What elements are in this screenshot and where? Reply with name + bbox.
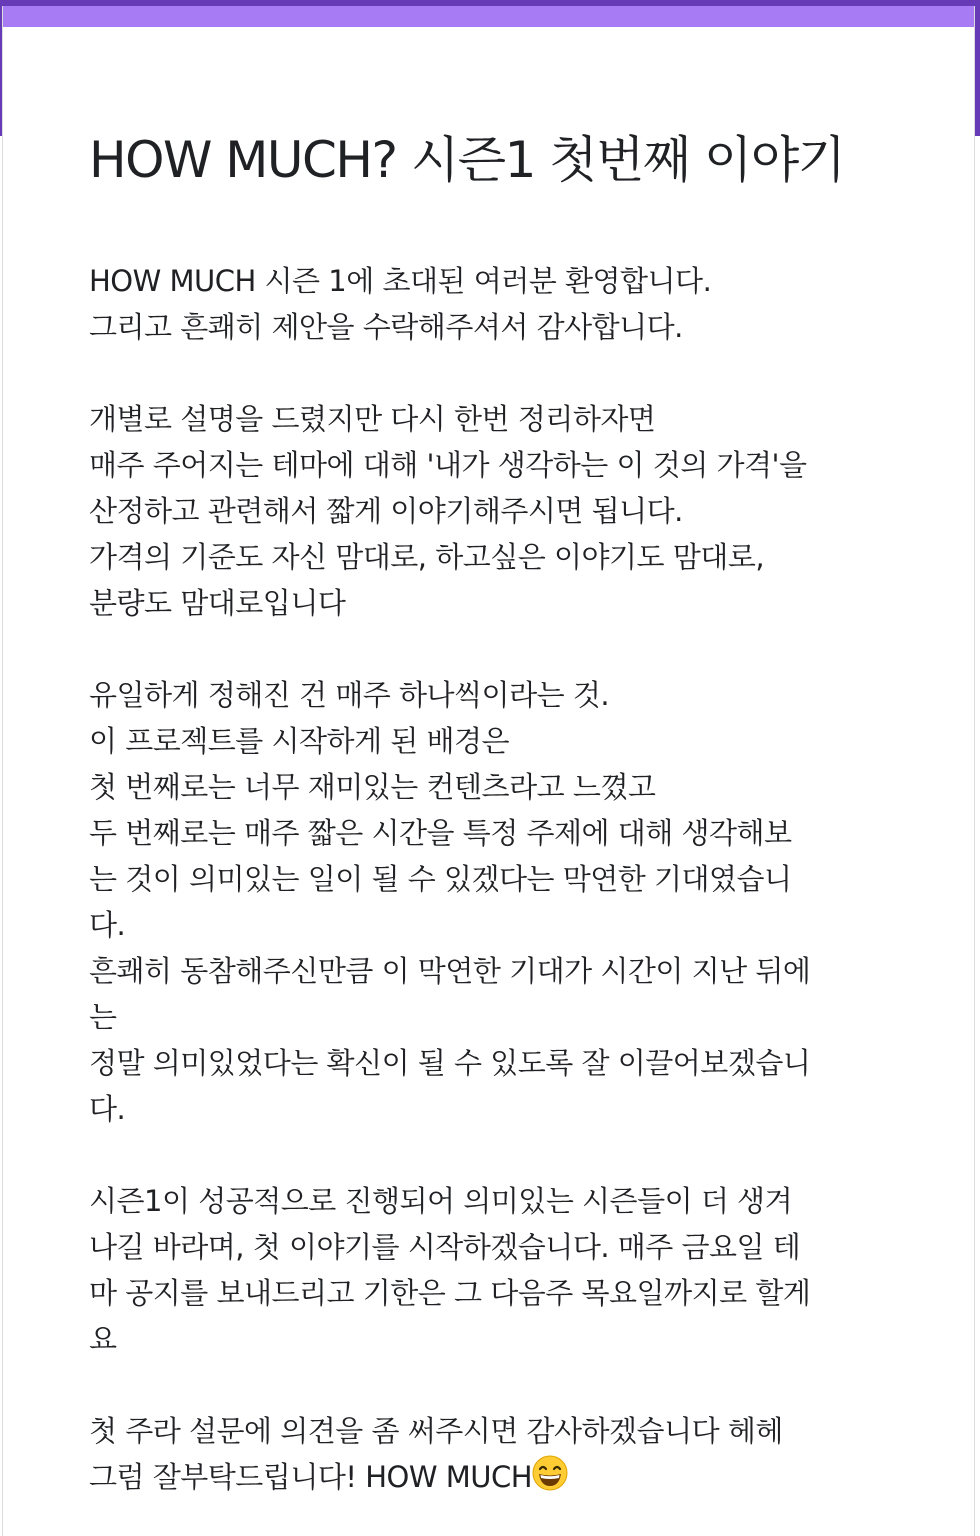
description-line: HOW MUCH 시즌 1에 초대된 여러분 환영합니다. (89, 264, 712, 298)
description-line-final (89, 1454, 889, 1500)
description-line: 첫 주라 설문에 의견을 좀 써주시면 감사하겠습니다 헤헤 (89, 1414, 783, 1448)
card-accent-bar (3, 6, 974, 27)
description-line: 분량도 맘대로입니다 (89, 586, 346, 620)
form-title: HOW MUCH? 시즌1 첫번째 이야기 (89, 131, 845, 189)
form-description (89, 258, 889, 1500)
description-line: 개별로 설명을 드렸지만 다시 한번 정리하자면 (89, 402, 656, 436)
description-blank-line (89, 1132, 889, 1178)
grinning-face-icon-svg (532, 1455, 568, 1491)
description-line: 첫 번째로는 너무 재미있는 컨텐츠라고 느꼈고 (89, 770, 656, 804)
description-blank-line (89, 626, 889, 672)
description-blank-line (89, 1362, 889, 1408)
description-line-final-text: 그럼 잘부탁드립니다! HOW MUCH (89, 1460, 533, 1494)
description-line: 이 프로젝트를 시작하게 된 배경은 (89, 724, 510, 758)
description-line: 마 공지를 보내드리고 기한은 그 다음주 목요일까지로 할게 (89, 1276, 811, 1310)
description-line: 그리고 흔쾌히 제안을 수락해주셔서 감사합니다. (89, 310, 683, 344)
description-blank-line (89, 350, 889, 396)
grinning-face-icon (532, 1455, 568, 1504)
description-line: 는 것이 의미있는 일이 될 수 있겠다는 막연한 기대였습니 (89, 862, 792, 896)
theme-right-rail (975, 0, 980, 136)
description-line: 다. (89, 908, 126, 942)
description-line: 정말 의미있었다는 확신이 될 수 있도록 잘 이끌어보겠습니 (89, 1046, 811, 1080)
description-line: 산정하고 관련해서 짧게 이야기해주시면 됩니다. (89, 494, 683, 528)
description-line: 두 번째로는 매주 짧은 시간을 특정 주제에 대해 생각해보 (89, 816, 792, 850)
description-line: 나길 바라며, 첫 이야기를 시작하겠습니다. 매주 금요일 테 (89, 1230, 801, 1264)
description-line: 는 (89, 1000, 117, 1034)
description-line: 매주 주어지는 테마에 대해 '내가 생각하는 이 것의 가격'을 (89, 448, 807, 482)
description-line: 다. (89, 1092, 126, 1126)
description-line: 시즌1이 성공적으로 진행되어 의미있는 시즌들이 더 생겨 (89, 1184, 793, 1218)
description-line: 흔쾌히 동참해주신만큼 이 막연한 기대가 시간이 지난 뒤에 (89, 954, 811, 988)
description-line: 요 (89, 1322, 117, 1356)
description-line: 유일하게 정해진 건 매주 하나씩이라는 것. (89, 678, 610, 712)
description-line: 가격의 기준도 자신 맘대로, 하고싶은 이야기도 맘대로, (89, 540, 765, 574)
